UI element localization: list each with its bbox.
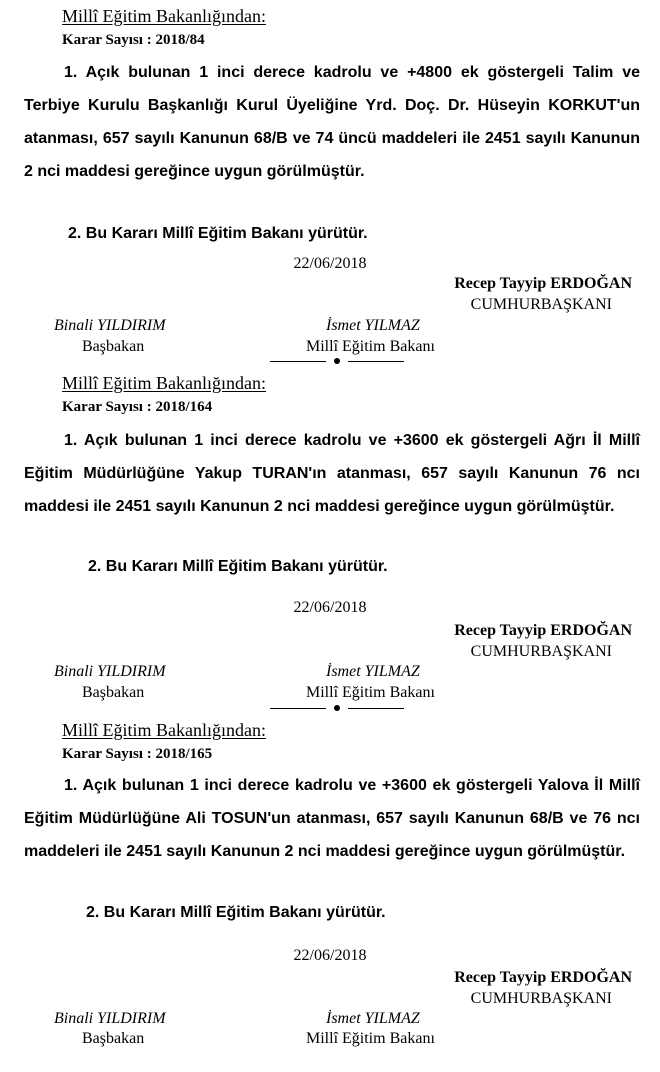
ministry-heading: Millî Eğitim Bakanlığından: <box>62 720 266 740</box>
decision-item-2: 2. Bu Kararı Millî Eğitim Bakanı yürütür. <box>86 904 386 921</box>
decision-number: Karar Sayısı : 2018/165 <box>62 746 213 762</box>
minister-name: İsmet YILMAZ <box>326 663 420 680</box>
ministry-heading: Millî Eğitim Bakanlığından: <box>62 6 266 26</box>
prime-minister-name: Binali YILDIRIM <box>54 1010 166 1027</box>
president-name: Recep Tayyip ERDOĞAN <box>454 969 632 986</box>
decision-item-1: 1. Açık bulunan 1 inci derece kadrolu ve +3600 ek göstergeli Yalova İl Millî Eğitim Müdürlüğüne Ali TOSUN'un atanması, 657 sayılı Kanunun 68/B ve 76 ncı maddeleri ile 2451 sayılı Kanunun 2 nci maddesi gereğince uygun görülmüştür. <box>24 777 640 860</box>
prime-minister-title: Başbakan <box>82 684 145 701</box>
minister-name: İsmet YILMAZ <box>326 1010 420 1027</box>
president-name: Recep Tayyip ERDOĞAN <box>454 275 632 292</box>
prime-minister-name: Binali YILDIRIM <box>54 317 166 334</box>
minister-title: Millî Eğitim Bakanı <box>306 338 435 355</box>
decision-item-1: 1. Açık bulunan 1 inci derece kadrolu ve +3600 ek göstergeli Ağrı İl Millî Eğitim Müdürlüğüne Yakup TURAN'ın atanması, 657 sayılı Kanunun 76 ncı maddesi ile 2451 sayılı Kanunun 2 nci maddesi gereğince uygun görülmüştür. <box>24 432 640 515</box>
decision-number: Karar Sayısı : 2018/84 <box>62 32 205 48</box>
decision-item-1: 1. Açık bulunan 1 inci derece kadrolu ve +4800 ek göstergeli Talim ve Terbiye Kurulu Başkanlığı Kurul Üyeliğine Yrd. Doç. Dr. Hüseyin KORKUT'un atanması, 657 sayılı Kanunun 68/B ve 74 üncü maddeleri ile 2451 sayılı Kanunun 2 nci maddesi gereğince uygun görülmüştür. <box>24 64 640 180</box>
president-name: Recep Tayyip ERDOĞAN <box>454 622 632 639</box>
decision-item-2: 2. Bu Kararı Millî Eğitim Bakanı yürütür. <box>68 225 368 242</box>
minister-name: İsmet YILMAZ <box>326 317 420 334</box>
decision-number: Karar Sayısı : 2018/164 <box>62 399 213 415</box>
president-title: CUMHURBAŞKANI <box>470 296 612 313</box>
prime-minister-name: Binali YILDIRIM <box>54 663 166 680</box>
ministry-heading: Millî Eğitim Bakanlığından: <box>62 373 266 393</box>
decision-date: 22/06/2018 <box>293 599 367 616</box>
prime-minister-title: Başbakan <box>82 1030 145 1047</box>
president-title: CUMHURBAŞKANI <box>470 990 612 1007</box>
minister-title: Millî Eğitim Bakanı <box>306 684 435 701</box>
president-title: CUMHURBAŞKANI <box>470 643 612 660</box>
decision-item-2: 2. Bu Kararı Millî Eğitim Bakanı yürütür. <box>88 558 388 575</box>
decision-date: 22/06/2018 <box>293 947 367 964</box>
decision-date: 22/06/2018 <box>293 255 367 272</box>
minister-title: Millî Eğitim Bakanı <box>306 1030 435 1047</box>
prime-minister-title: Başbakan <box>82 338 145 355</box>
